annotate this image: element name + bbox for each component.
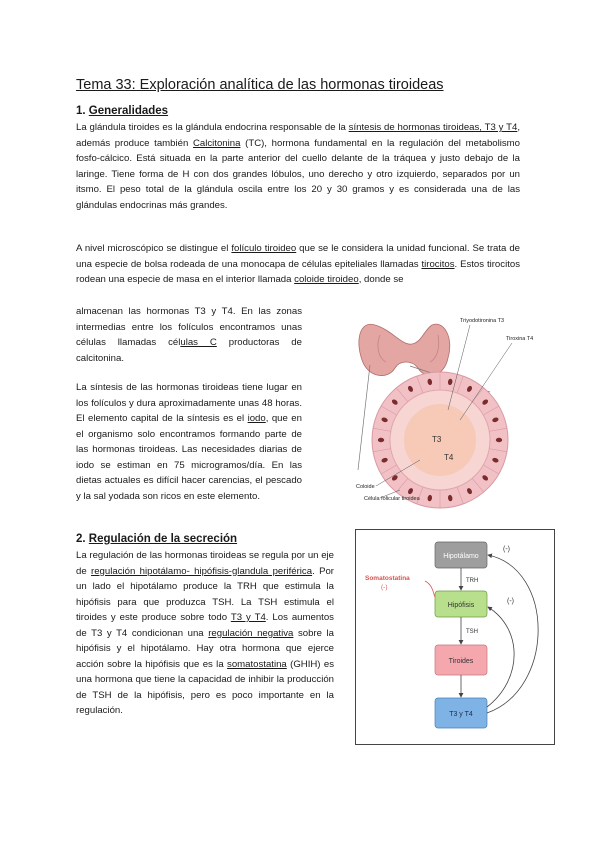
- text-run: productoras de calcitonina.: [76, 337, 302, 364]
- trh-label: TRH: [466, 578, 479, 584]
- section-2-heading: [76, 533, 237, 545]
- underlined-term: regulación hipotálamo- hipófisis-glandula periférica: [91, 565, 313, 577]
- underlined-term: iodo: [247, 413, 266, 424]
- cell-nucleus: [496, 438, 502, 442]
- underlined-term: regulación negativa: [208, 627, 294, 639]
- t3-marker: T3: [432, 435, 442, 444]
- text-run: . Estos tirocitos rodean una especie de masa en el interior llamada: [76, 258, 520, 285]
- t4-marker: T4: [444, 453, 454, 462]
- paragraph-generalidades-1: [76, 120, 520, 213]
- paragraph-generalidades-4: [76, 380, 302, 504]
- text-run: La regulación de las hormonas tiroideas se regula por un eje de: [76, 550, 334, 577]
- underlined-term: tirocitos: [421, 258, 455, 270]
- text-run: La glándula tiroides es la glándula endocrina responsable de la: [76, 122, 349, 133]
- section-1-heading: [76, 105, 168, 117]
- underlined-term: folículo tiroideo: [231, 243, 297, 254]
- hipofisis-label: Hipófisis: [447, 602, 475, 609]
- follicle-illustration: [372, 372, 508, 508]
- label-celula-folicular: Célula folicular tiroidea: [364, 496, 420, 502]
- section-1-title: Generalidades: [88, 105, 169, 117]
- tsh-label: TSH: [466, 629, 478, 635]
- somatostatina-label: Somatostatina: [365, 575, 410, 582]
- text-run: que se le considera la unidad funcional. Se trata de una especie de bolsa rodeada de una monocapa de células epiteliales llamadas: [76, 243, 520, 270]
- text-run: . Los aumentos de T3 y T4 condicionan una: [76, 612, 334, 639]
- underlined-term: Calcitonina: [192, 137, 241, 149]
- section-2-number: 2.: [76, 533, 86, 545]
- text-run: , donde se: [358, 274, 404, 285]
- paragraph-regulacion: [76, 548, 334, 719]
- text-run: almacenan las hormonas T3 y T4. En las zonas intermedias entre los folículos encontramos unas células llamadas cél: [76, 306, 302, 348]
- text-run: La síntesis de las hormonas tiroideas tiene lugar en los folículos y dura aproximadamente unas 48 horas. El elemento capital de la síntesis es el: [76, 382, 302, 424]
- page-title: Tema 33: Exploración analítica de las hormonas tiroideas: [76, 77, 444, 93]
- label-triyodotironina: Triyodotironina T3: [460, 318, 505, 324]
- text-run: , que en el organismo solo encontramos formando parte de las hormonas tiroideas. Las necesidades diarias de iodo se estiman en 75 microgramos/día. En las dietas actuales es difícil hacer carencias, el pescado y la sal yodada son ricos en este elemento.: [76, 413, 302, 502]
- text-run: (TC), hormona fundamental en la regulación del metabolismo fosfo-cálcico. Está situada en la parte anterior del cuello delante de la tráquea y justo debajo de la laringe. Tiene forma de H con dos grandes lóbulos, uno derecho y otro izquierdo, separados por un itsmo. El peso total de la glándula oscila entre los 20 y 30 gramos y es considerada una de las glándulas endocrinas más grandes.: [76, 137, 520, 211]
- paragraph-generalidades-2: [76, 241, 520, 288]
- tiroides-label: Tiroides: [448, 658, 474, 665]
- underlined-term: ulas C: [180, 337, 217, 348]
- label-coloide: Coloide: [356, 484, 375, 490]
- text-run: sobre la hipófisis y el hipotálamo. Hay otra hormona que ejerce acción sobre la hipófisis que es la: [76, 627, 334, 670]
- hipotalamo-label: Hipotálamo: [443, 553, 479, 560]
- text-run: A nivel microscópico se distingue el: [76, 243, 232, 254]
- section-2-title: Regulación de la secreción: [88, 533, 238, 545]
- underlined-term: coloide tiroideo: [294, 274, 359, 285]
- t3t4-label: T3 y T4: [449, 711, 473, 718]
- text-run: . Por un lado el hipotálamo produce la TRH que estimula la hipófisis para que produzca TSH. La TSH estimula el tiroides y este produce sobre todo: [76, 565, 335, 623]
- text-run: (GHIH) es una hormona que tiene la capacidad de inhibir la producción de TSH de la hipófisis, pero es poco importante en la regulación.: [76, 658, 335, 716]
- paragraph-generalidades-3: [76, 304, 302, 366]
- section-1-number: 1.: [76, 105, 86, 117]
- underlined-term: T3 y T4: [230, 612, 266, 623]
- thyroid-follicle-figure: [340, 300, 550, 525]
- label-tiroxina: Tiroxina T4: [506, 336, 534, 342]
- underlined-term: síntesis de hormonas tiroideas, T3 y T4: [348, 122, 518, 133]
- feedback-minus-mid: (-): [507, 598, 514, 605]
- underlined-term: somatostatina: [227, 658, 287, 670]
- regulation-diagram: [355, 529, 555, 745]
- somatostatina-inhibition: (-): [381, 584, 388, 591]
- cell-nucleus: [378, 438, 384, 442]
- feedback-minus-top: (-): [503, 546, 510, 553]
- text-run: , además produce también: [76, 122, 520, 149]
